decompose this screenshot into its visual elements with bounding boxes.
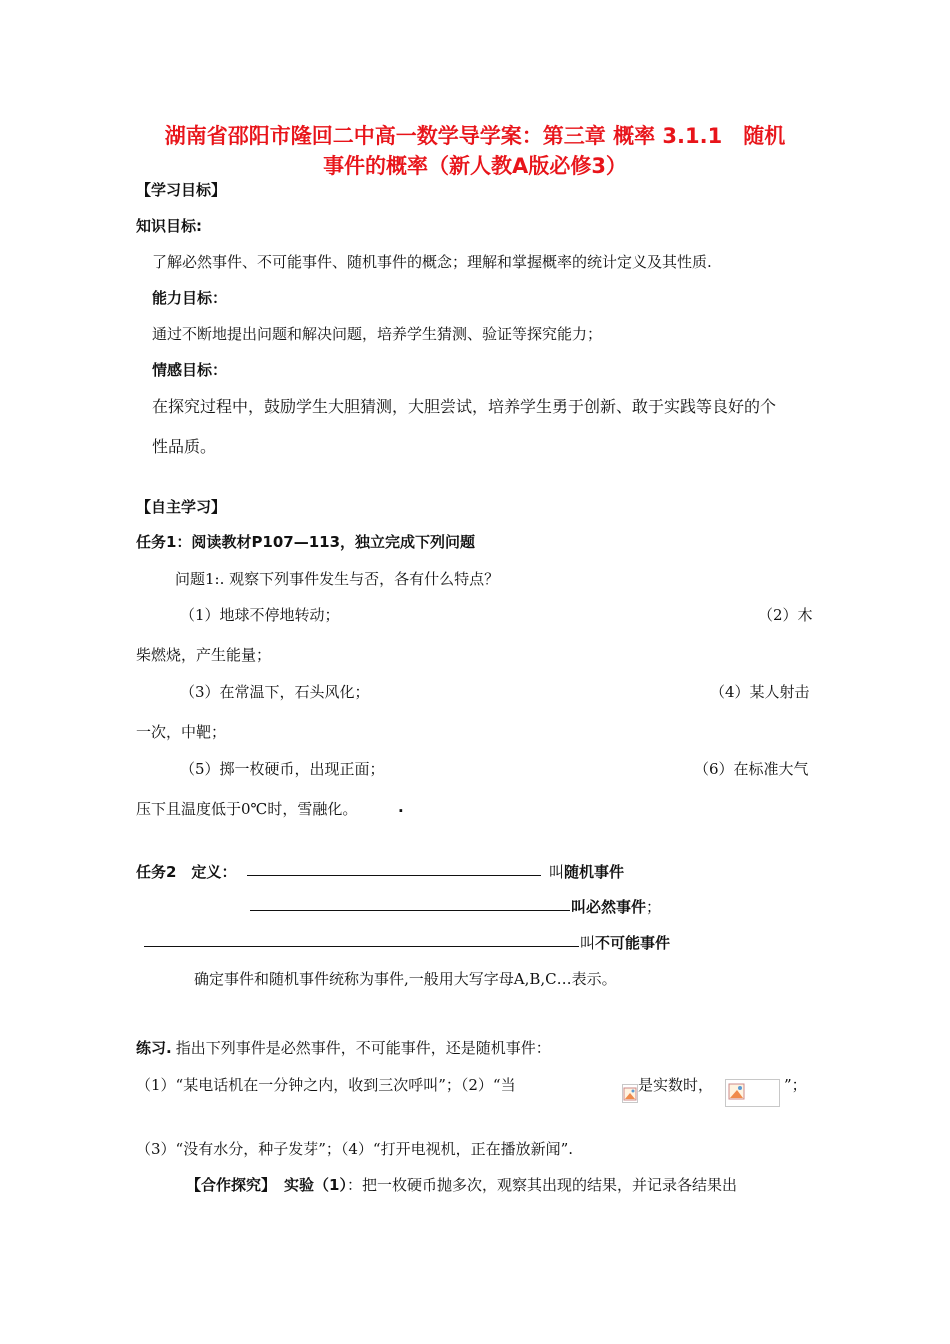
inline-formula-expression [725,1079,780,1107]
exercise-item-2-end: ”； [784,1076,807,1094]
random-event-term: 随机事件 [564,863,625,881]
event-item-6-end: 压下且温度低于0℃时，雪融化。 [136,800,358,818]
exercise-item-3-4: （3）“没有水分，种子发芽”；（4）“打开电视机，正在播放新闻”. [136,1140,574,1158]
ability-goal-text: 通过不断地提出问题和解决问题，培养学生猜测、验证等探究能力； [152,325,603,343]
event-item-2-end: 柴燃烧，产生能量； [136,646,272,664]
event-item-4-end: 一次，中靶； [136,723,227,741]
inline-formula-variable [622,1084,638,1103]
emotion-goal-label: 情感目标： [152,361,228,379]
knowledge-goal-label: 知识目标: [136,217,202,235]
definition-3-jiao: 叫 [580,934,596,952]
event-item-2-start: （2）木 [758,606,813,624]
definition-2-tail [571,896,661,917]
broken-image-icon [623,1085,637,1102]
exercise-line [136,1037,551,1058]
question1: 问题1:. 观察下列事件发生与否，各有什么特点？ [175,570,500,588]
definition-3-tail [580,932,670,953]
knowledge-goal-text: 了解必然事件、不可能事件、随机事件的概念；理解和掌握概率的统计定义及其性质. [152,253,712,271]
event-item-6-start: （6）在标准大气 [694,760,809,778]
exercise-label: 练习. [136,1039,172,1057]
task2-label: 任务2 定义： [136,863,237,881]
task1-title: 任务1：阅读教材P107—113，独立完成下列问题 [136,533,476,551]
emotion-goal-text-1: 在探究过程中，鼓励学生大胆猜测，大胆尝试，培养学生勇于创新、敢于实践等良好的个 [152,397,777,416]
cooperate-label: 【合作探究】 [186,1176,277,1194]
definition-2-semicolon: ； [646,898,662,916]
impossible-event-term: 不可能事件 [595,934,671,952]
trailing-dot: . [398,798,404,816]
ability-goal-label: 能力目标： [152,289,228,307]
experiment-1-label: 实验（1） [284,1176,347,1194]
self-study-heading: 【自主学习】 [136,498,227,516]
definition-1-tail [549,861,624,882]
experiment-1-text: ：把一枚硬币抛多次，观察其出现的结果，并记录各结果出 [346,1176,737,1194]
goals-heading: 【学习目标】 [136,181,227,199]
exercise-item-1-2-start: （1）“某电话机在一分钟之内，收到三次呼叫”；（2）“当 [136,1076,516,1094]
definition-blank-certain[interactable] [250,896,570,911]
exercise-item-2-middle: 是实数时， [638,1076,714,1094]
definition-blank-random[interactable] [247,861,541,876]
certain-event-term: 叫必然事件 [571,898,647,916]
document-title-line-2: 事件的概率（新人教A版必修3） [323,154,627,178]
event-item-4-start: （4）某人射击 [710,683,810,701]
event-item-1: （1）地球不停地转动； [180,606,340,624]
event-definition-note: 确定事件和随机事件统称为事件,一般用大写字母A,B,C…表示。 [194,970,617,988]
exercise-prompt: 指出下列事件是必然事件，不可能事件，还是随机事件： [175,1039,551,1057]
emotion-goal-text-2: 性品质。 [152,437,217,456]
definition-blank-impossible[interactable] [144,932,579,947]
document-title-line-1: 湖南省邵阳市隆回二中高一数学导学案：第三章 概率 3.1.1 随机 [164,124,786,148]
event-item-3: （3）在常温下，石头风化； [180,683,370,701]
cooperate-line [186,1174,737,1195]
event-item-5: （5）掷一枚硬币，出现正面； [180,760,385,778]
broken-image-icon [728,1083,746,1101]
definition-1-jiao: 叫 [549,863,565,881]
